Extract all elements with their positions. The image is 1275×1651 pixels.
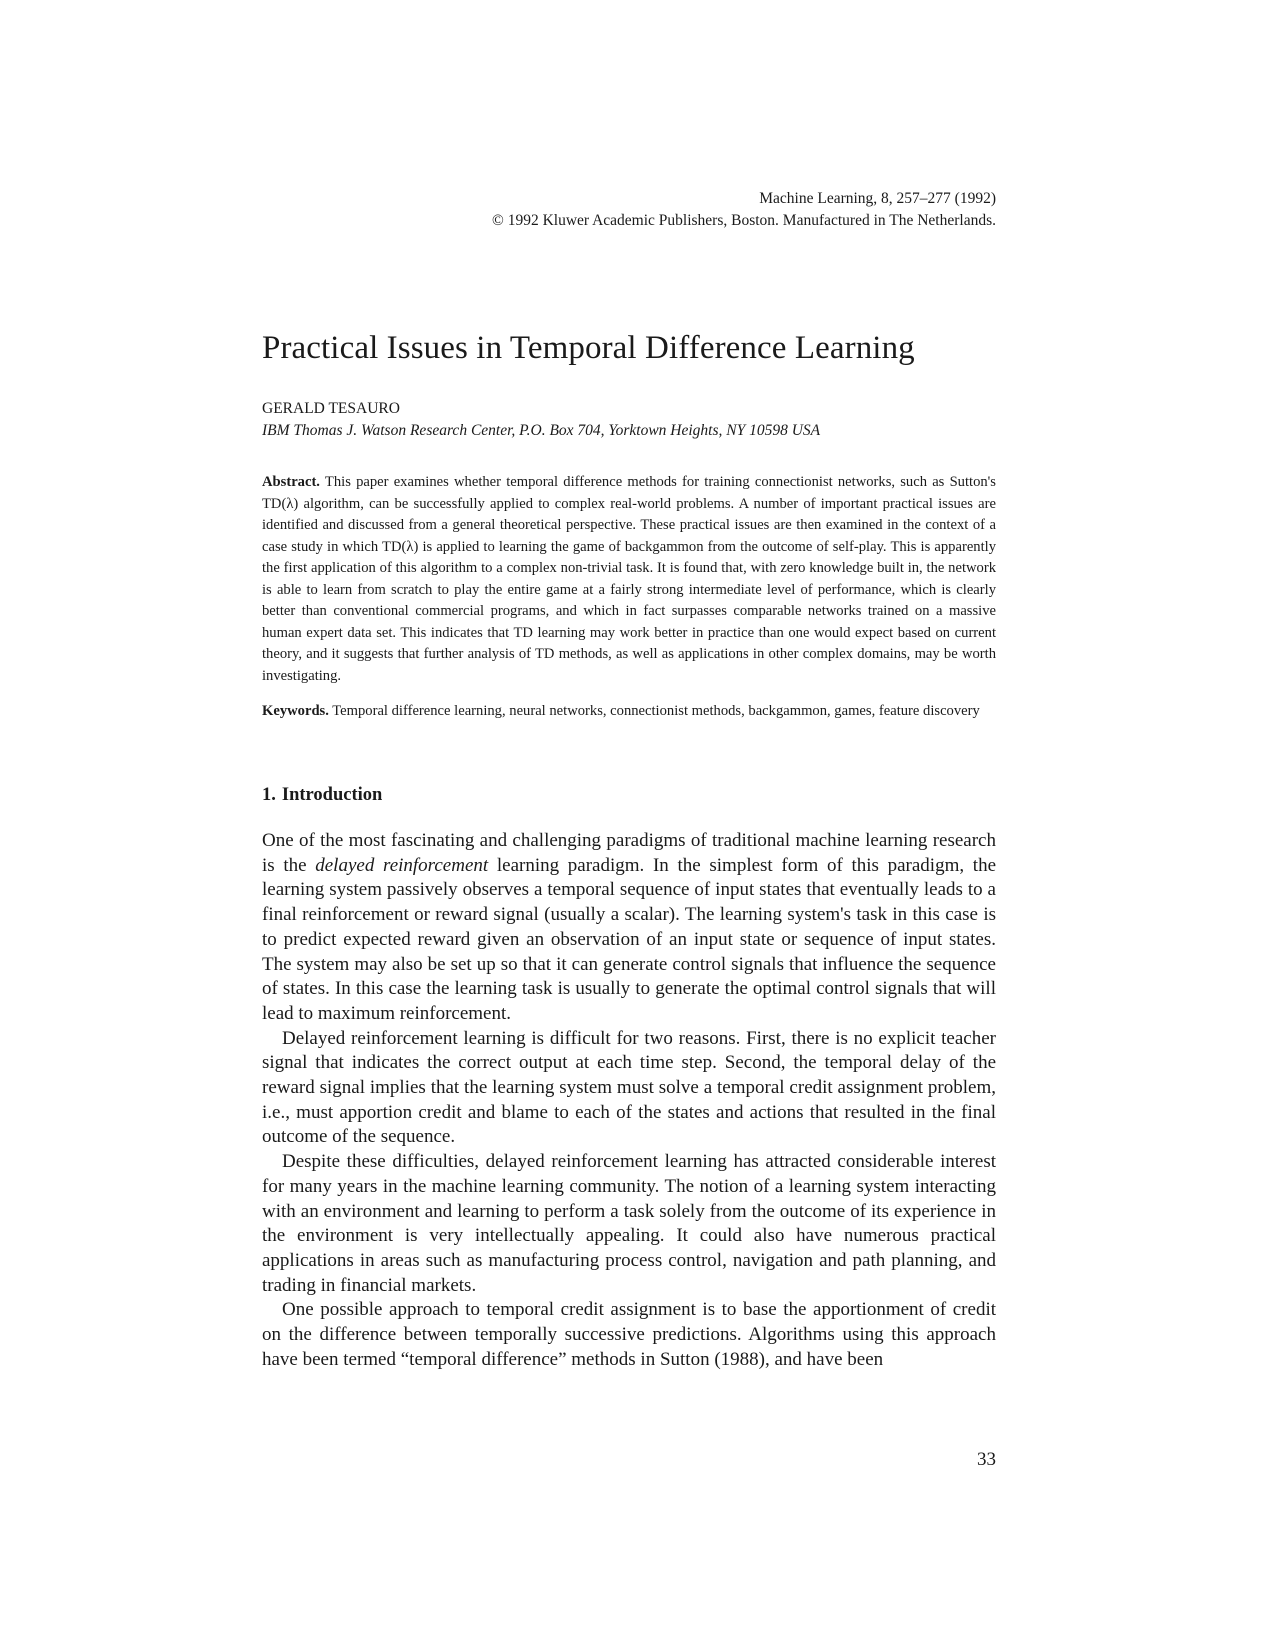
journal-citation: Machine Learning, 8, 257–277 (1992)	[759, 190, 996, 207]
author-name: GERALD TESAURO	[262, 400, 400, 417]
paragraph-1-emphasis: delayed reinforcement	[315, 854, 489, 876]
section-heading	[262, 783, 996, 807]
author-affiliation: IBM Thomas J. Watson Research Center, P.O. Box 704, Yorktown Heights, NY 10598 USA	[262, 422, 821, 439]
keywords-label: Keywords.	[262, 703, 329, 719]
section-number: 1.	[262, 785, 276, 805]
section-title: Introduction	[281, 785, 383, 805]
abstract-text: This paper examines whether temporal difference methods for training connectionist networks, such as Sutton's TD(λ) algorithm, can be successfully applied to complex real-world problems. A number of important practical issues are identified and discussed from a general theoretical perspective. These practical issues are then examined in the context of a case study in which TD(λ) is applied to learning the game of backgammon from the outcome of self-play. This is apparently the first application of this algorithm to a complex non-trivial task. It is found that, with zero knowledge built in, the network is able to learn from scratch to play the entire game at a fairly strong intermediate level of performance, which is clearly better than conventional commercial programs, and which in fact surpasses comparable networks trained on a massive human expert data set. This indicates that TD learning may work better in practice than one would expect based on current theory, and it suggests that further analysis of TD methods, as well as applications in other complex domains, may be worth investigating.	[262, 474, 996, 684]
keywords-text: Temporal difference learning, neural networks, connectionist methods, backgammon, games, feature discovery	[332, 703, 980, 719]
body-text	[262, 829, 996, 1372]
paragraph-4: One possible approach to temporal credit assignment is to base the apportionment of credit on the difference between temporally successive predictions. Algorithms using this approach have been termed “temporal difference” methods in Sutton (1988), and have been	[262, 1299, 996, 1370]
paragraph-1-rest: learning paradigm. In the simplest form of this paradigm, the learning system passively observes a temporal sequence of input states that eventually leads to a final reinforcement or reward signal (usually a scalar). The learning system's task in this case is to predict expected reward given an observation of an input state or sequence of input states. The system may also be set up so that it can generate control signals that influence the sequence of states. In this case the learning task is usually to generate the optimal control signals that will lead to maximum reinforcement.	[262, 854, 997, 1024]
journal-header	[400, 188, 996, 232]
paper-title: Practical Issues in Temporal Difference Learning	[262, 330, 915, 366]
abstract-label: Abstract.	[262, 474, 320, 490]
keywords	[262, 701, 996, 723]
paragraph-1	[262, 829, 996, 1027]
copyright-notice: © 1992 Kluwer Academic Publishers, Boston. Manufactured in The Netherlands.	[492, 212, 996, 229]
paragraph-3: Despite these difficulties, delayed reinforcement learning has attracted considerable interest for many years in the machine learning community. The notion of a learning system interacting with an environment and learning to perform a task solely from the outcome of its experience in the environment is very intellectually appealing. It could also have numerous practical applications in areas such as manufacturing process control, navigation and path planning, and trading in financial markets.	[262, 1151, 996, 1296]
paragraph-1-start: One of the most fascinating and challenging paradigms of traditional machine learning research is the	[262, 830, 996, 876]
abstract	[262, 472, 996, 687]
paragraph-2: Delayed reinforcement learning is difficult for two reasons. First, there is no explicit teacher signal that indicates the correct output at each time step. Second, the temporal delay of the reward signal implies that the learning system must solve a temporal credit assignment problem, i.e., must apportion credit and blame to each of the states and actions that resulted in the final outcome of the sequence.	[262, 1027, 996, 1148]
page-number: 33	[977, 1449, 996, 1470]
